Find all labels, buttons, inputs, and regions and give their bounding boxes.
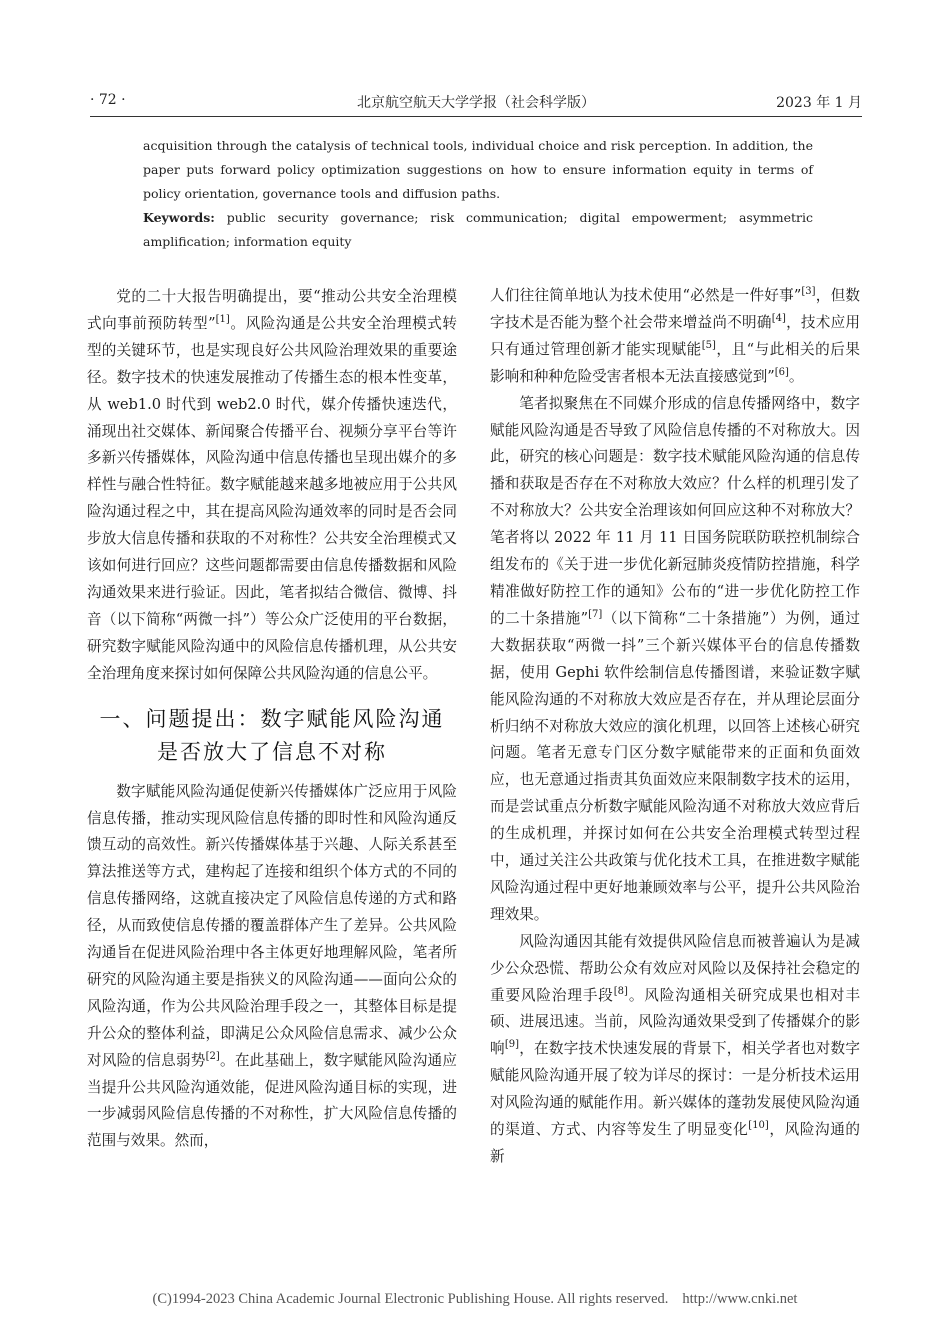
cnki-link[interactable]: http://www.cnki.net xyxy=(682,1291,798,1307)
citation-ref[interactable]: [7] xyxy=(588,609,603,621)
citation-ref[interactable]: [1] xyxy=(215,314,230,326)
issue-date: 2023 年 1 月 xyxy=(776,95,862,111)
paragraph-continued: 人们往往简单地认为技术使用“必然是一件好事”[3]，但数字技术是否能为整个社会带来增益尚不明确[4]，技术应用只有通过管理创新才能实现赋能[5]，且“与此相关的后果影响和种种危险受害者根本无法直接感觉到”[6]。 xyxy=(490,286,860,385)
journal-title: 北京航空航天大学学报（社会科学版） xyxy=(357,95,595,111)
section-heading xyxy=(87,703,457,769)
section-heading-line-1: 一、问题提出：数字赋能风险沟通 xyxy=(99,706,445,731)
paragraph-intro: 党的二十大报告明确提出，要“推动公共安全治理模式向事前预防转型”[1]。风险沟通是公共安全治理模式转型的关键环节，也是实现良好公共风险治理效果的重要途径。数字技术的快速发展推动了传播生态的根本性变革，从 web1.0 时代到 web2.0 时代，媒介传播快速迭代，涌现出社交媒体、新闻聚合传播平台、视频分享平台等许多新兴传播媒体，风险沟通中信息传播也呈现出媒介的多样性与融合性特征。数字赋能越来越多地被应用于公共风险沟通过程之中，其在提高风险沟通效率的同时是否会同步放大信息传播和获取的不对称性？公共安全治理模式又该如何进行回应？这些问题都需要由信息传播数据和风险沟通效果来进行验证。因此，笔者拟结合微信、微博、抖音（以下简称“两微一抖”）等公众广泛使用的平台数据，研究数字赋能风险沟通中的风险信息传播机理，从公共安全治理角度来探讨如何保障公共风险沟通的信息公平。 xyxy=(87,288,457,682)
keywords-line xyxy=(143,206,813,254)
citation-ref[interactable]: [3] xyxy=(801,286,816,298)
section-heading-line-2: 是否放大了信息不对称 xyxy=(157,739,387,764)
citation-ref[interactable]: [5] xyxy=(701,339,716,351)
citation-ref[interactable]: [9] xyxy=(504,1039,519,1051)
paragraph-literature: 风险沟通因其能有效提供风险信息而被普遍认为是减少公众恐慌、帮助公众有效应对风险以及保持社会稳定的重要风险治理手段[8]。风险沟通相关研究成果也相对丰硕、进展迅速。当前，风险沟通效果受到了传播媒介的影响[9]，在数字技术快速发展的背景下，相关学者也对数字赋能风险沟通开展了较为详尽的探讨：一是分析技术运用对风险沟通的赋能作用。新兴媒体的蓬勃发展使风险沟通的渠道、方式、内容等发生了明显变化[10]，风险沟通的新 xyxy=(490,932,860,1165)
keywords-label: Keywords: xyxy=(143,210,215,225)
citation-ref[interactable]: [4] xyxy=(771,313,786,325)
copyright-footer xyxy=(0,1291,950,1308)
paragraph-research-question: 笔者拟聚焦在不同媒介形成的信息传播网络中，数字赋能风险沟通是否导致了风险信息传播的不对称放大。因此，研究的核心问题是：数字技术赋能风险沟通的信息传播和获取是否存在不对称放大效应？什么样的机理引发了不对称放大？公共安全治理该如何回应这种不对称放大？笔者将以 2022 年 11 月 11 日国务院联防联控机制综合组发布的《关于进一步优化新冠肺炎疫情防控措施，科学精准做好防控工作的通知》公布的“进一步优化防控工作的二十条措施”[7]（以下简称“二十条措施”）为例，通过大数据获取“两微一抖”三个新兴媒体平台的信息传播数据，使用 Gephi 软件绘制信息传播图谱，来验证数字赋能风险沟通的不对称放大效应是否存在，并从理论层面分析归纳不对称放大效应的演化机理，以回答上述核心研究问题。笔者无意专门区分数字赋能带来的正面和负面效应，也无意通过指责其负面效应来限制数字技术的运用，而是尝试重点分析数字赋能风险沟通不对称放大效应背后的生成机理，并探讨如何在公共安全治理模式转型过程中，通过关注公共政策与优化技术工具，在推进数字赋能风险沟通过程中更好地兼顾效率与公平，提升公共风险治理效果。 xyxy=(490,394,860,923)
right-column xyxy=(490,283,860,1171)
copyright-text: (C)1994-2023 China Academic Journal Electronic Publishing House. All rights reserved. xyxy=(152,1291,669,1307)
citation-ref[interactable]: [10] xyxy=(748,1120,769,1132)
citation-ref[interactable]: [6] xyxy=(774,366,789,378)
abstract-text: acquisition through the catalysis of technical tools, individual choice and risk perception. In addition, the paper puts forward policy optimization suggestions on how to ensure information equity in terms of policy orientation, governance tools and diffusion paths. xyxy=(143,138,813,201)
citation-ref[interactable]: [2] xyxy=(205,1050,220,1062)
citation-ref[interactable]: [8] xyxy=(613,985,628,997)
page-number: · 72 · xyxy=(90,92,126,108)
keywords-text: public security governance; risk communication; digital empowerment; asymmetric amplification; information equity xyxy=(143,210,813,249)
abstract-block xyxy=(143,134,813,254)
running-header xyxy=(90,92,862,116)
header-rule xyxy=(90,116,862,117)
left-column xyxy=(87,284,457,1155)
paragraph-section-1: 数字赋能风险沟通促使新兴传播媒体广泛应用于风险信息传播，推动实现风险信息传播的即时性和风险沟通反馈互动的高效性。新兴传播媒体基于兴趣、人际关系甚至算法推送等方式，建构起了连接和组织个体方式的不同的信息传播网络，这就直接决定了风险信息传递的方式和路径，从而致使信息传播的覆盖群体产生了差异。公共风险沟通旨在促进风险治理中各主体更好地理解风险，笔者所研究的风险沟通主要是指狭义的风险沟通——面向公众的风险沟通，作为公共风险治理手段之一，其整体目标是提升公众的整体利益，即满足公众风险信息需求、减少公众对风险的信息弱势[2]。在此基础上，数字赋能风险沟通应当提升公共风险沟通效能，促进风险沟通目标的实现，进一步减弱风险信息传播的不对称性，扩大风险信息传播的范围与效果。然而， xyxy=(87,782,457,1150)
